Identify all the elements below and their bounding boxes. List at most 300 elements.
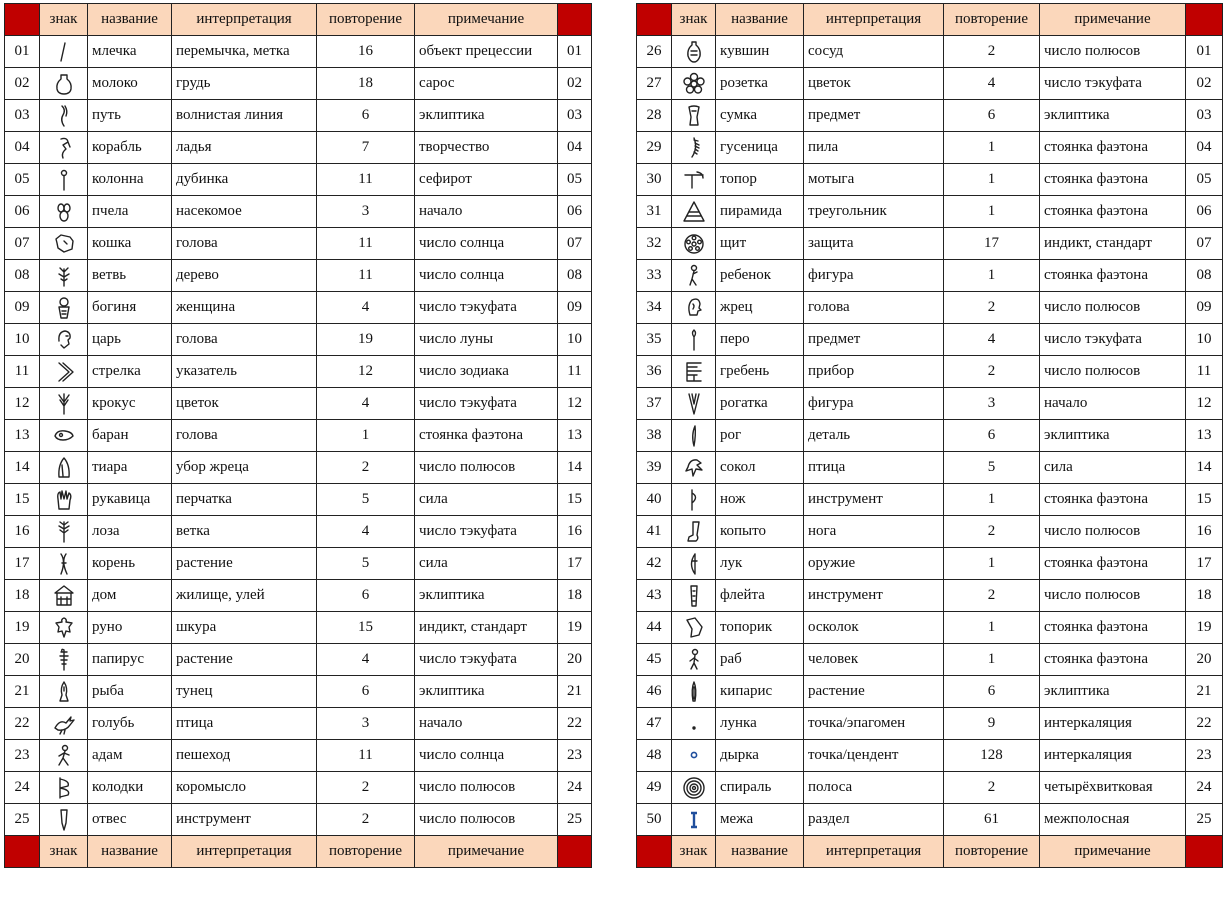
corner-cell	[1186, 836, 1223, 868]
table-row	[637, 388, 1223, 420]
sign-interpretation: предмет	[804, 324, 944, 356]
vine-sign-icon	[44, 519, 83, 545]
sign-number: 09	[5, 292, 40, 324]
corner-cell	[5, 4, 40, 36]
sign-repeat-count: 6	[317, 580, 415, 612]
row-index: 09	[558, 292, 592, 324]
sign-name: путь	[88, 100, 172, 132]
sign-name: колонна	[88, 164, 172, 196]
table-row	[5, 484, 592, 516]
sign-repeat-count: 19	[317, 324, 415, 356]
row-index: 20	[558, 644, 592, 676]
row-index: 12	[1186, 388, 1223, 420]
sign-interpretation: защита	[804, 228, 944, 260]
table-row	[637, 100, 1223, 132]
table-row	[637, 580, 1223, 612]
table-row	[637, 708, 1223, 740]
table-row	[5, 580, 592, 612]
sign-number: 10	[5, 324, 40, 356]
sign-interpretation: фигура	[804, 388, 944, 420]
ram-head-sign-icon	[44, 423, 83, 449]
table-row	[5, 740, 592, 772]
sign-interpretation: голова	[172, 324, 317, 356]
comb-sign-icon	[676, 359, 711, 385]
arrow-sign-icon	[44, 359, 83, 385]
table-row	[637, 644, 1223, 676]
sign-glyph-cell	[40, 228, 88, 260]
sign-repeat-count: 3	[317, 196, 415, 228]
sign-number: 32	[637, 228, 672, 260]
sign-repeat-count: 6	[944, 420, 1040, 452]
sign-repeat-count: 2	[944, 580, 1040, 612]
dot-sign-icon	[676, 711, 711, 737]
corner-cell	[1186, 4, 1223, 36]
sign-glyph-cell	[672, 100, 716, 132]
sign-repeat-count: 18	[317, 68, 415, 100]
table-row	[5, 388, 592, 420]
breast-sign-icon	[44, 71, 83, 97]
header-note: примечание	[415, 4, 558, 36]
sign-glyph-cell	[672, 420, 716, 452]
sign-note: творчество	[415, 132, 558, 164]
sign-repeat-count: 2	[944, 36, 1040, 68]
sign-number: 14	[5, 452, 40, 484]
sign-repeat-count: 128	[944, 740, 1040, 772]
slave-sign-icon	[676, 647, 711, 673]
sign-glyph-cell	[40, 324, 88, 356]
sign-repeat-count: 61	[944, 804, 1040, 836]
row-index: 06	[558, 196, 592, 228]
sign-name: стрелка	[88, 356, 172, 388]
sign-note: сефирот	[415, 164, 558, 196]
row-index: 07	[1186, 228, 1223, 260]
sign-number: 38	[637, 420, 672, 452]
header-repeat: повторение	[944, 4, 1040, 36]
sign-glyph-cell	[672, 132, 716, 164]
sign-interpretation: растение	[172, 644, 317, 676]
sign-note: межполосная	[1040, 804, 1186, 836]
header-row-top-left	[5, 4, 592, 36]
sign-note: начало	[415, 196, 558, 228]
signs-table-right	[636, 3, 1223, 868]
sign-glyph-cell	[40, 516, 88, 548]
header-name: название	[716, 4, 804, 36]
sign-repeat-count: 1	[944, 132, 1040, 164]
sign-note: число тэкуфата	[1040, 324, 1186, 356]
sign-repeat-count: 6	[317, 100, 415, 132]
sign-number: 03	[5, 100, 40, 132]
sign-repeat-count: 1	[944, 612, 1040, 644]
sign-glyph-cell	[40, 420, 88, 452]
sign-glyph-cell	[672, 356, 716, 388]
house-sign-icon	[44, 583, 83, 609]
sign-name: дом	[88, 580, 172, 612]
sign-glyph-cell	[672, 580, 716, 612]
king-head-sign-icon	[44, 327, 83, 353]
row-index: 05	[1186, 164, 1223, 196]
row-index: 13	[558, 420, 592, 452]
row-index: 08	[1186, 260, 1223, 292]
sign-note: число полюсов	[1040, 36, 1186, 68]
sign-note: индикт, стандарт	[1040, 228, 1186, 260]
sign-number: 30	[637, 164, 672, 196]
sign-note: объект прецессии	[415, 36, 558, 68]
row-index: 11	[558, 356, 592, 388]
sign-glyph-cell	[672, 388, 716, 420]
sign-note: число солнца	[415, 260, 558, 292]
row-index: 17	[558, 548, 592, 580]
priest-head-sign-icon	[676, 295, 711, 321]
sign-number: 20	[5, 644, 40, 676]
sign-interpretation: нога	[804, 516, 944, 548]
table-row	[637, 484, 1223, 516]
footer-note: примечание	[1040, 836, 1186, 868]
sign-interpretation: ладья	[172, 132, 317, 164]
row-index: 01	[558, 36, 592, 68]
table-row	[5, 420, 592, 452]
sign-name: гребень	[716, 356, 804, 388]
sign-number: 36	[637, 356, 672, 388]
sign-interpretation: точка/цендент	[804, 740, 944, 772]
sign-interpretation: предмет	[804, 100, 944, 132]
bar-sign-icon	[676, 807, 711, 833]
sign-name: сумка	[716, 100, 804, 132]
row-index: 25	[558, 804, 592, 836]
boat-sign-icon	[44, 135, 83, 161]
sign-interpretation: жилище, улей	[172, 580, 317, 612]
table-row	[5, 644, 592, 676]
sign-interpretation: деталь	[804, 420, 944, 452]
footer-sign: знак	[672, 836, 716, 868]
sign-interpretation: указатель	[172, 356, 317, 388]
sign-interpretation: цветок	[804, 68, 944, 100]
sign-repeat-count: 2	[944, 516, 1040, 548]
corner-cell	[5, 836, 40, 868]
feather-sign-icon	[676, 327, 711, 353]
table-row	[5, 676, 592, 708]
sign-interpretation: голова	[172, 228, 317, 260]
table-row	[637, 164, 1223, 196]
row-index: 13	[1186, 420, 1223, 452]
sign-name: голубь	[88, 708, 172, 740]
header-name: название	[88, 4, 172, 36]
sign-note: сарос	[415, 68, 558, 100]
sign-name: баран	[88, 420, 172, 452]
sign-note: число полюсов	[1040, 516, 1186, 548]
sign-repeat-count: 2	[944, 292, 1040, 324]
sign-note: число луны	[415, 324, 558, 356]
sign-repeat-count: 1	[944, 260, 1040, 292]
sign-note: эклиптика	[1040, 100, 1186, 132]
row-index: 21	[1186, 676, 1223, 708]
table-row	[637, 356, 1223, 388]
sign-interpretation: инструмент	[172, 804, 317, 836]
sign-name: корень	[88, 548, 172, 580]
sign-note: индикт, стандарт	[415, 612, 558, 644]
sign-number: 35	[637, 324, 672, 356]
sign-note: эклиптика	[415, 100, 558, 132]
sign-note: начало	[1040, 388, 1186, 420]
sign-note: стоянка фаэтона	[1040, 260, 1186, 292]
sign-repeat-count: 6	[944, 676, 1040, 708]
table-row	[5, 516, 592, 548]
row-index: 04	[558, 132, 592, 164]
table-row	[5, 452, 592, 484]
sign-number: 08	[5, 260, 40, 292]
sign-interpretation: сосуд	[804, 36, 944, 68]
sign-note: число полюсов	[1040, 580, 1186, 612]
sign-interpretation: перемычка, метка	[172, 36, 317, 68]
sign-number: 41	[637, 516, 672, 548]
sign-note: интеркаляция	[1040, 740, 1186, 772]
sign-interpretation: оружие	[804, 548, 944, 580]
sign-note: число солнца	[415, 228, 558, 260]
footer-repeat: повторение	[317, 836, 415, 868]
sign-interpretation: дубинка	[172, 164, 317, 196]
hatchet-sign-icon	[676, 615, 711, 641]
sign-note: число полюсов	[1040, 292, 1186, 324]
row-index: 05	[558, 164, 592, 196]
table-row	[5, 100, 592, 132]
sign-number: 40	[637, 484, 672, 516]
sign-glyph-cell	[672, 68, 716, 100]
table-row	[637, 228, 1223, 260]
caterpillar-sign-icon	[676, 135, 711, 161]
sign-name: богиня	[88, 292, 172, 324]
sign-note: стоянка фаэтона	[1040, 132, 1186, 164]
sign-glyph-cell	[672, 452, 716, 484]
sign-glyph-cell	[40, 452, 88, 484]
sign-interpretation: растение	[172, 548, 317, 580]
sign-repeat-count: 16	[317, 36, 415, 68]
papyrus-sign-icon	[44, 647, 83, 673]
bee-sign-icon	[44, 199, 83, 225]
row-index: 10	[558, 324, 592, 356]
sign-note: число полюсов	[1040, 356, 1186, 388]
spiral-sign-icon	[676, 775, 711, 801]
table-row	[637, 804, 1223, 836]
fleece-sign-icon	[44, 615, 83, 641]
sign-name: тиара	[88, 452, 172, 484]
bow-sign-icon	[676, 551, 711, 577]
header-row-top-right	[637, 4, 1223, 36]
sign-repeat-count: 1	[944, 196, 1040, 228]
row-index: 03	[558, 100, 592, 132]
sign-repeat-count: 1	[944, 484, 1040, 516]
sign-glyph-cell	[40, 132, 88, 164]
sign-glyph-cell	[40, 292, 88, 324]
sign-interpretation: инструмент	[804, 580, 944, 612]
rosette-sign-icon	[676, 71, 711, 97]
table-row	[637, 68, 1223, 100]
sign-name: спираль	[716, 772, 804, 804]
sign-repeat-count: 1	[944, 644, 1040, 676]
root-sign-icon	[44, 551, 83, 577]
sign-name: кувшин	[716, 36, 804, 68]
sign-note: эклиптика	[415, 676, 558, 708]
sign-glyph-cell	[40, 676, 88, 708]
sign-name: топорик	[716, 612, 804, 644]
sign-number: 22	[5, 708, 40, 740]
row-index: 22	[558, 708, 592, 740]
sign-note: число зодиака	[415, 356, 558, 388]
table-row	[637, 548, 1223, 580]
sign-name: копыто	[716, 516, 804, 548]
sign-repeat-count: 5	[944, 452, 1040, 484]
sign-name: крокус	[88, 388, 172, 420]
sign-repeat-count: 6	[944, 100, 1040, 132]
child-sign-icon	[676, 263, 711, 289]
sign-interpretation: тунец	[172, 676, 317, 708]
row-index: 20	[1186, 644, 1223, 676]
sign-interpretation: дерево	[172, 260, 317, 292]
table-row	[5, 132, 592, 164]
sign-interpretation: женщина	[172, 292, 317, 324]
header-interpretation: интерпретация	[172, 4, 317, 36]
sign-glyph-cell	[672, 164, 716, 196]
sign-interpretation: прибор	[804, 356, 944, 388]
wavy-line-sign-icon	[44, 103, 83, 129]
sign-interpretation: пешеход	[172, 740, 317, 772]
sign-number: 25	[5, 804, 40, 836]
sign-note: число тэкуфата	[1040, 68, 1186, 100]
sign-number: 31	[637, 196, 672, 228]
sign-number: 39	[637, 452, 672, 484]
sign-interpretation: пила	[804, 132, 944, 164]
slingshot-sign-icon	[676, 391, 711, 417]
sign-name: рог	[716, 420, 804, 452]
sign-number: 27	[637, 68, 672, 100]
sign-repeat-count: 2	[944, 772, 1040, 804]
sign-repeat-count: 12	[317, 356, 415, 388]
sign-repeat-count: 4	[317, 644, 415, 676]
table-row	[5, 228, 592, 260]
sign-glyph-cell	[40, 356, 88, 388]
sign-interpretation: насекомое	[172, 196, 317, 228]
sign-glyph-cell	[672, 196, 716, 228]
row-index: 24	[558, 772, 592, 804]
sign-repeat-count: 11	[317, 228, 415, 260]
sign-number: 47	[637, 708, 672, 740]
sign-number: 46	[637, 676, 672, 708]
sign-number: 19	[5, 612, 40, 644]
sign-name: руно	[88, 612, 172, 644]
knife-sign-icon	[676, 487, 711, 513]
sign-name: топор	[716, 164, 804, 196]
sign-number: 17	[5, 548, 40, 580]
sign-interpretation: полоса	[804, 772, 944, 804]
walker-sign-icon	[44, 743, 83, 769]
sign-note: сила	[1040, 452, 1186, 484]
sign-note: число полюсов	[415, 452, 558, 484]
sign-number: 04	[5, 132, 40, 164]
fish-sign-icon	[44, 679, 83, 705]
sign-repeat-count: 4	[317, 516, 415, 548]
table-row	[5, 196, 592, 228]
sign-note: четырёхвитковая	[1040, 772, 1186, 804]
circle-sign-icon	[676, 743, 711, 769]
sign-glyph-cell	[672, 740, 716, 772]
sign-glyph-cell	[672, 516, 716, 548]
sign-glyph-cell	[672, 772, 716, 804]
column-sign-icon	[44, 167, 83, 193]
row-index: 11	[1186, 356, 1223, 388]
sign-glyph-cell	[40, 484, 88, 516]
sign-repeat-count: 2	[317, 772, 415, 804]
shield-sign-icon	[676, 231, 711, 257]
flute-sign-icon	[676, 583, 711, 609]
sign-note: эклиптика	[1040, 676, 1186, 708]
sign-note: интеркаляция	[1040, 708, 1186, 740]
row-index: 10	[1186, 324, 1223, 356]
row-index: 04	[1186, 132, 1223, 164]
bag-sign-icon	[676, 103, 711, 129]
row-index: 14	[1186, 452, 1223, 484]
sign-interpretation: коромысло	[172, 772, 317, 804]
row-index: 15	[1186, 484, 1223, 516]
sign-note: стоянка фаэтона	[1040, 484, 1186, 516]
sign-glyph-cell	[40, 388, 88, 420]
sign-glyph-cell	[40, 260, 88, 292]
sign-name: лоза	[88, 516, 172, 548]
row-index: 17	[1186, 548, 1223, 580]
row-index: 14	[558, 452, 592, 484]
sign-interpretation: инструмент	[804, 484, 944, 516]
sign-number: 37	[637, 388, 672, 420]
row-index: 01	[1186, 36, 1223, 68]
sign-glyph-cell	[672, 260, 716, 292]
table-row	[5, 36, 592, 68]
row-index: 23	[558, 740, 592, 772]
sign-name: рыба	[88, 676, 172, 708]
table-row	[637, 612, 1223, 644]
footer-repeat: повторение	[944, 836, 1040, 868]
sign-number: 44	[637, 612, 672, 644]
footer-interpretation: интерпретация	[172, 836, 317, 868]
sign-note: стоянка фаэтона	[1040, 548, 1186, 580]
table-row	[637, 292, 1223, 324]
sign-name: пчела	[88, 196, 172, 228]
row-index: 12	[558, 388, 592, 420]
sign-name: жрец	[716, 292, 804, 324]
table-row	[637, 772, 1223, 804]
sign-glyph-cell	[672, 804, 716, 836]
sign-name: пирамида	[716, 196, 804, 228]
sign-interpretation: голова	[172, 420, 317, 452]
sign-glyph-cell	[40, 68, 88, 100]
sign-name: нож	[716, 484, 804, 516]
sign-repeat-count: 4	[317, 292, 415, 324]
tiara-sign-icon	[44, 455, 83, 481]
table-row	[5, 356, 592, 388]
table-row	[637, 740, 1223, 772]
plumb-sign-icon	[44, 807, 83, 833]
table-row	[637, 516, 1223, 548]
sign-number: 26	[637, 36, 672, 68]
sign-interpretation: осколок	[804, 612, 944, 644]
table-row	[5, 292, 592, 324]
sign-note: число полюсов	[415, 804, 558, 836]
table-row	[5, 708, 592, 740]
header-interpretation: интерпретация	[804, 4, 944, 36]
header-row-bottom-left	[5, 836, 592, 868]
sign-note: эклиптика	[1040, 420, 1186, 452]
corner-cell	[637, 4, 672, 36]
sign-interpretation: фигура	[804, 260, 944, 292]
axe-sign-icon	[676, 167, 711, 193]
sign-note: стоянка фаэтона	[1040, 196, 1186, 228]
branch-sign-icon	[44, 263, 83, 289]
